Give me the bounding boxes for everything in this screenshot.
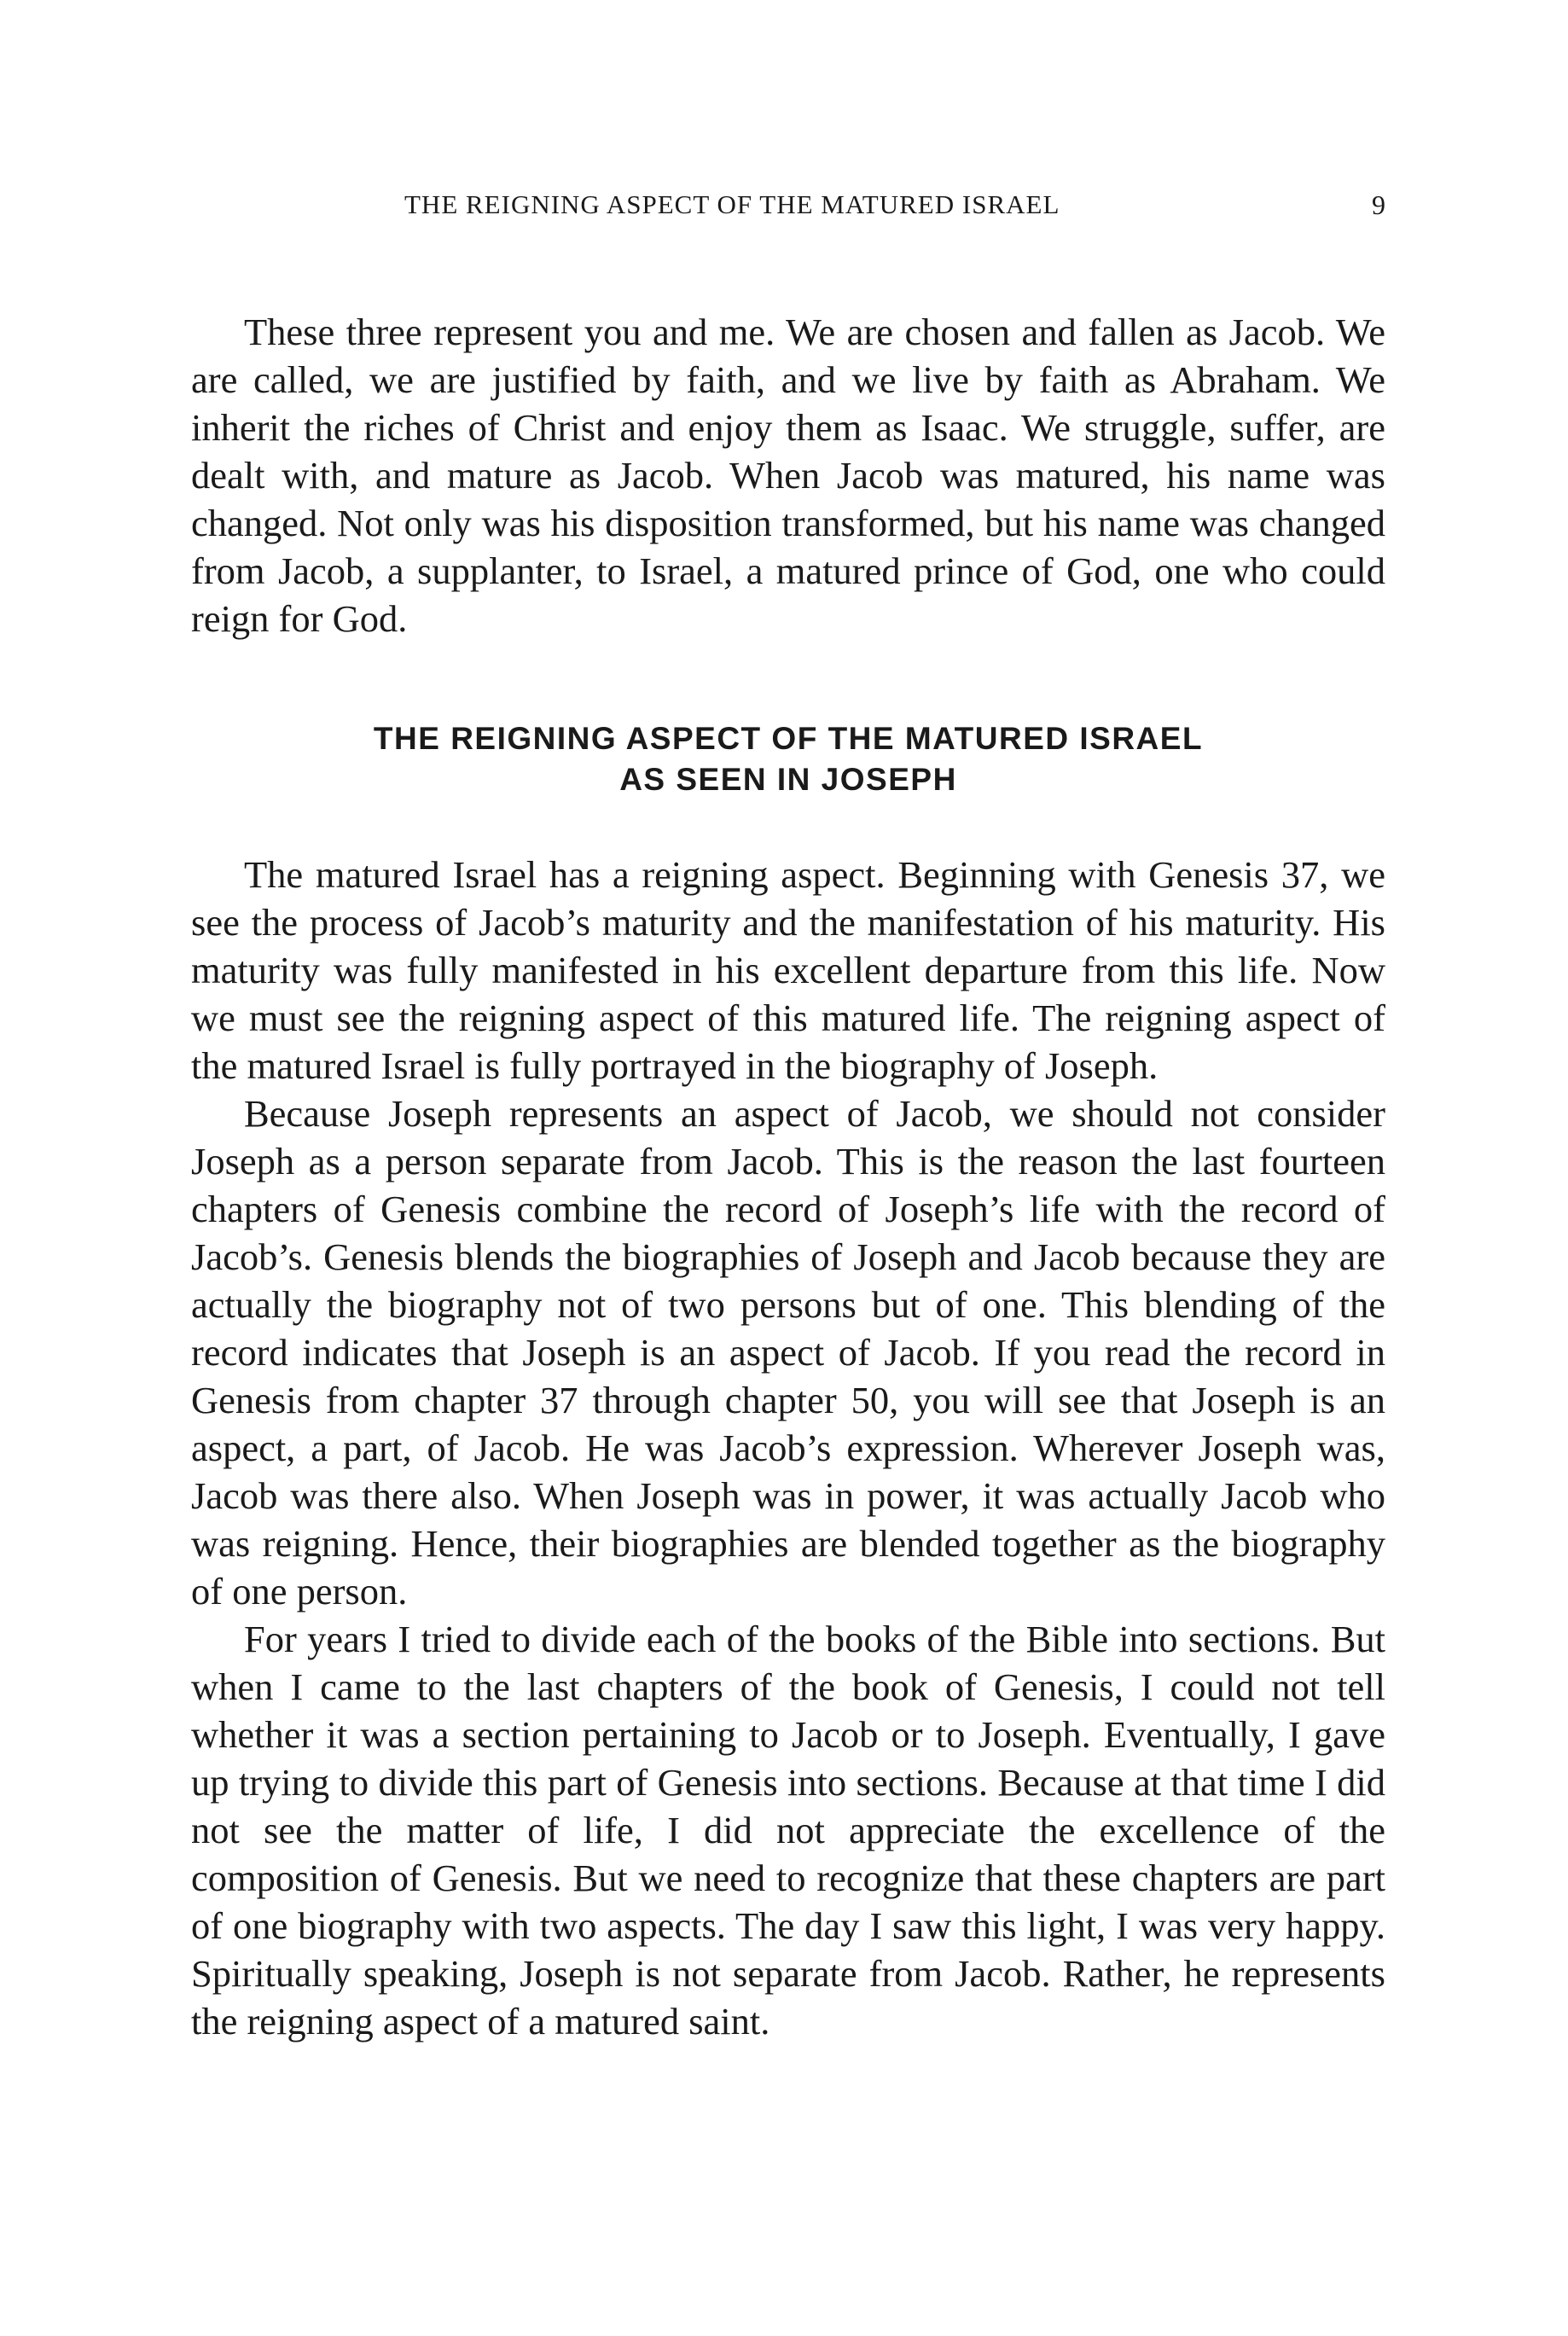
body-paragraph-2: Because Joseph represents an aspect of Jacob, we should not consider Joseph as a person separate from Jacob. This is the reason the last fourteen chapters of Genesis combine the record of Joseph’s life with the record of Jacob’s. Genesis blends the biographies of Joseph and Jacob because they are actually the biography not of two persons but of one. This blending of the record indicates that Joseph is an aspect of Jacob. If you read the record in Genesis from chapter 37 through chapter 50, you will see that Joseph is an aspect, a part, of Jacob. He was Jacob’s expression. Wherever Joseph was, Jacob was there also. When Joseph was in power, it was actually Jacob who was reigning. Hence, their biographies are blended together as the biography of one person. xyxy=(191,1092,1385,1613)
page-number: 9 xyxy=(1372,189,1385,220)
section-heading-line-1: THE REIGNING ASPECT OF THE MATURED ISRAEL xyxy=(373,721,1204,756)
body-paragraph-3: For years I tried to divide each of the books of the Bible into sections. But when I came to the last chapters of the book of Genesis, I could not tell whether it was a section pertaining to Jacob or to Joseph. Eventually, I gave up trying to divide this part of Genesis into sections. Because at that time I did not see the matter of life, I did not appreciate the excellence of the composition of Genesis. But we need to recognize that these chapters are part of one biography with two aspects. The day I saw this light, I was very happy. Spiritually speaking, Joseph is not separate from Jacob. Rather, he represents the reigning aspect of a matured saint. xyxy=(191,1618,1385,2043)
section-heading xyxy=(191,718,1385,800)
section-heading-line-2: AS SEEN IN JOSEPH xyxy=(619,762,957,797)
body-paragraph-1: The matured Israel has a reigning aspect. Beginning with Genesis 37, we see the process of Jacob’s maturity and the manifestation of his maturity. His maturity was fully manifested in his excellent departure from this life. Now we must see the reigning aspect of this matured life. The reigning aspect of the matured Israel is fully portrayed in the biography of Joseph. xyxy=(191,853,1385,1087)
intro-paragraph: These three represent you and me. We are chosen and fallen as Jacob. We are called, we are justified by faith, and we live by faith as Abraham. We inherit the riches of Christ and enjoy them as Isaac. We struggle, suffer, are dealt with, and mature as Jacob. When Jacob was matured, his name was changed. Not only was his disposition transformed, but his name was changed from Jacob, a supplanter, to Israel, a matured prince of God, one who could reign for God. xyxy=(191,311,1385,640)
running-title: THE REIGNING ASPECT OF THE MATURED ISRAEL xyxy=(404,189,1060,219)
body-text xyxy=(191,308,1385,2045)
running-head xyxy=(191,189,1385,232)
